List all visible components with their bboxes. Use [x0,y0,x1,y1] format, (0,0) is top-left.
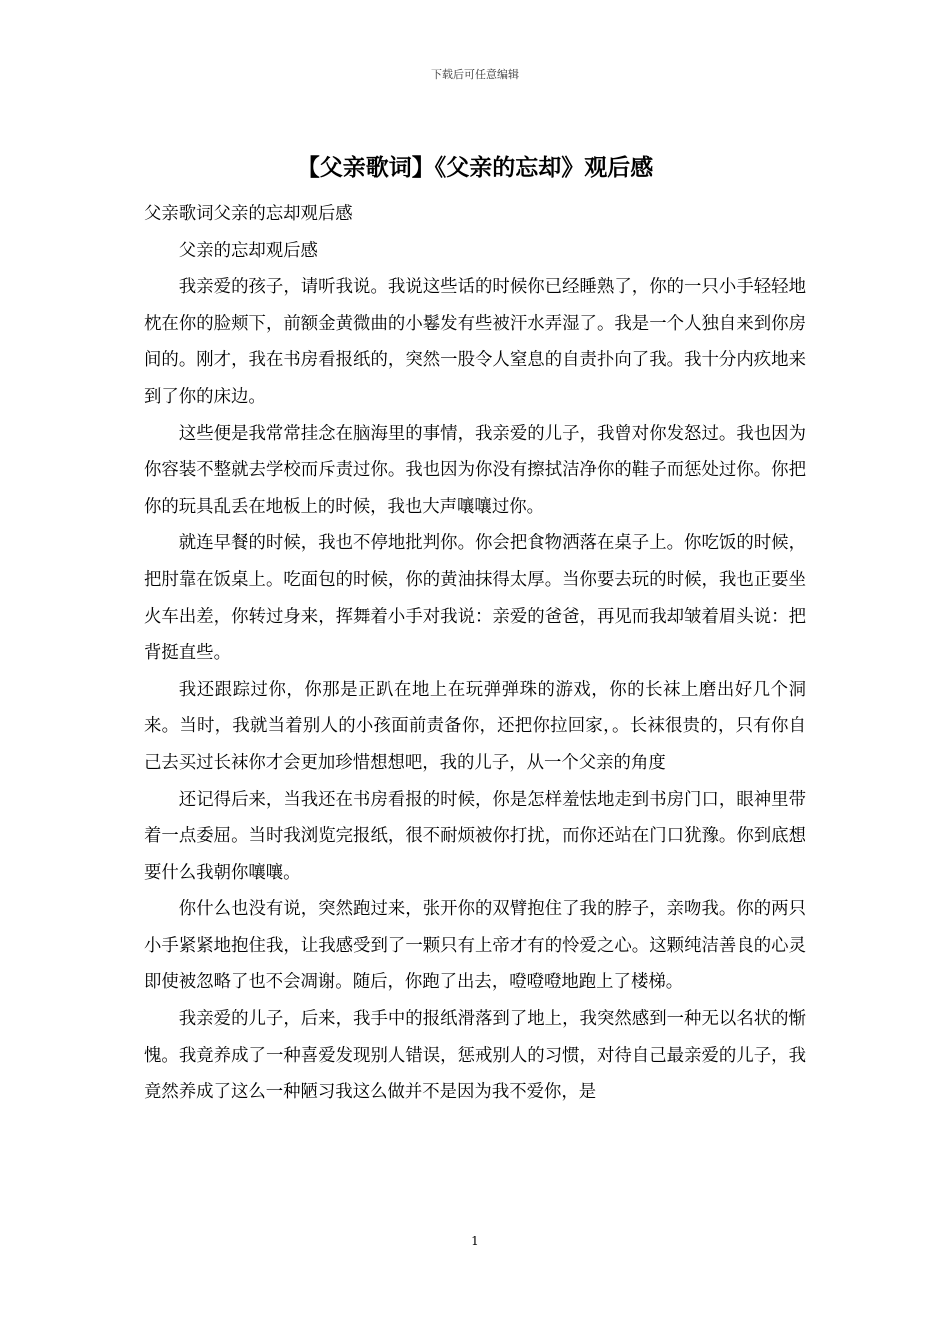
document-subtitle: 父亲歌词父亲的忘却观后感 [144,204,353,224]
paragraph: 我亲爱的孩子，请听我说。我说这些话的时候你已经睡熟了，你的一只小手轻轻地枕在你的脸颊下，前额金黄微曲的小鬈发有些被汗水弄湿了。我是一个人独自来到你房间的。刚才，我在书房看报纸的，突然一股令人窒息的自责扑向了我。我十分内疚地来到了你的床边。 [144,277,806,407]
paragraph: 这些便是我常常挂念在脑海里的事情，我亲爱的儿子，我曾对你发怒过。我也因为你容装不整就去学校而斥责过你。我也因为你没有擦拭洁净你的鞋子而惩处过你。你把你的玩具乱丢在地板上的时候，我也大声嚷嚷过你。 [144,423,806,517]
paragraph: 还记得后来，当我还在书房看报的时候，你是怎样羞怯地走到书房门口，眼神里带着一点委屈。当时我浏览完报纸，很不耐烦被你打扰，而你还站在门口犹豫。你到底想要什么我朝你嚷嚷。 [144,789,806,883]
paragraph: 父亲的忘却观后感 [178,240,318,261]
paragraph: 我还跟踪过你，你那是正趴在地上在玩弹弹珠的游戏，你的长袜上磨出好几个洞来。当时，我就当着别人的小孩面前责备你，还把你拉回家，。长袜很贵的，只有你自己去买过长袜你才会更加珍惜想想吧，我的儿子，从一个父亲的角度 [144,679,806,773]
paragraph: 就连早餐的时候，我也不停地批判你。你会把食物洒落在桌子上。你吃饭的时候，把肘靠在饭桌上。吃面包的时候，你的黄油抹得太厚。当你要去玩的时候，我也正要坐火车出差，你转过身来，挥舞着小手对我说：亲爱的爸爸，再见而我却皱着眉头说：把背挺直些。 [144,533,806,664]
page-header: 下载后可任意编辑 [431,68,519,81]
page-number: 1 [471,1234,479,1248]
document-body [144,196,806,1111]
paragraph: 你什么也没有说，突然跑过来，张开你的双臂抱住了我的脖子，亲吻我。你的两只小手紧紧地抱住我，让我感受到了一颗只有上帝才有的怜爱之心。这颗纯洁善良的心灵即使被忽略了也不会凋谢。随后，你跑了出去，噔噔噔地跑上了楼梯。 [144,899,806,993]
paragraph: 我亲爱的儿子，后来，我手中的报纸滑落到了地上，我突然感到一种无以名状的惭愧。我竟养成了一种喜爱发现别人错误，惩戒别人的习惯，对待自己最亲爱的儿子，我竟然养成了这么一种陋习我这么做并不是因为我不爱你，是 [144,1009,806,1103]
document-title: 【父亲歌词】《父亲的忘却》观后感 [296,154,654,181]
